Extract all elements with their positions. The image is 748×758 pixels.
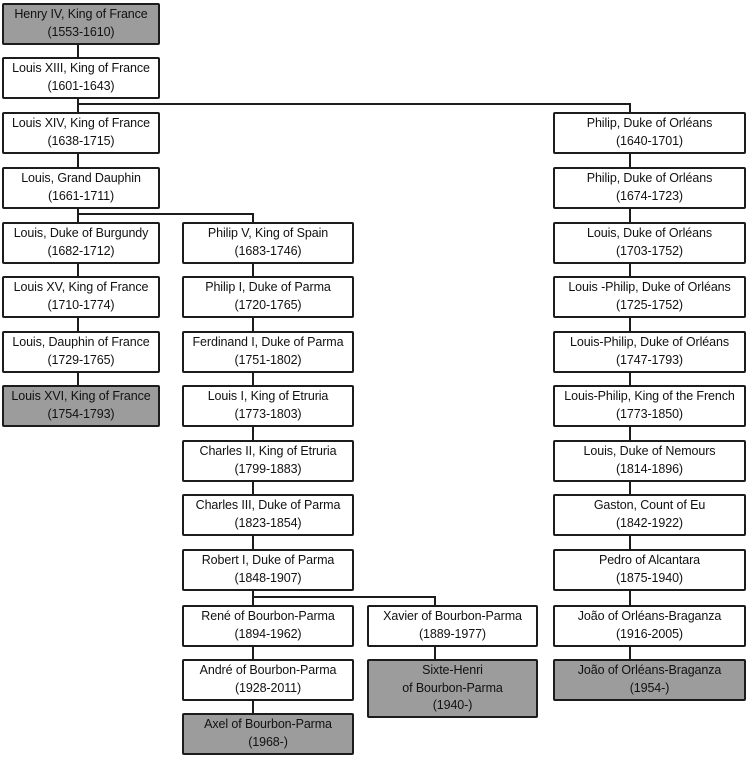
node-years: (1703-1752)	[615, 244, 683, 258]
node-years: (1773-1803)	[234, 407, 302, 421]
tree-node-dauphin-france	[2, 331, 160, 373]
node-name: Philip, Duke of Orléans	[586, 171, 713, 186]
tree-node-louis1-etruria	[182, 385, 354, 427]
node-name: Charles II, King of Etruria	[199, 444, 337, 459]
node-name: Louis XIV, King of France	[11, 116, 151, 131]
tree-node-burgundy	[2, 222, 160, 264]
node-name: of Bourbon-Parma	[402, 680, 503, 695]
node-years: (1916-2005)	[615, 627, 683, 641]
node-name: Louis XVI, King of France	[11, 389, 151, 404]
node-name: Charles III, Duke of Parma	[195, 498, 341, 513]
node-years: (1889-1977)	[418, 627, 486, 641]
node-name: Louis XIII, King of France	[12, 61, 150, 76]
node-name: Louis-Philip, King of the French	[564, 389, 735, 404]
connector-line	[77, 213, 254, 215]
tree-node-philip1-parma	[182, 276, 354, 318]
node-name: Louis XV, King of France	[13, 280, 149, 295]
tree-node-louis-philip-1725	[553, 276, 746, 318]
node-years: (1725-1752)	[615, 298, 683, 312]
node-name: André of Bourbon-Parma	[199, 663, 337, 678]
node-name: Gaston, Count of Eu	[593, 498, 706, 513]
node-name: Louis, Grand Dauphin	[21, 171, 141, 186]
tree-node-louis-nemours	[553, 440, 746, 482]
node-name: Philip I, Duke of Parma	[205, 280, 331, 295]
tree-node-charles3-parma	[182, 494, 354, 536]
tree-node-louis-philip-1747	[553, 331, 746, 373]
connector-line	[252, 596, 436, 598]
node-name: Louis, Duke of Nemours	[583, 444, 716, 459]
node-name: Philip V, King of Spain	[207, 226, 329, 241]
node-years: (1954-)	[629, 681, 670, 695]
node-years: (1683-1746)	[234, 244, 302, 258]
tree-node-louis13	[2, 57, 160, 99]
node-years: (1638-1715)	[47, 134, 115, 148]
node-name: Philip, Duke of Orléans	[586, 116, 713, 131]
tree-node-louis-orleans-1703	[553, 222, 746, 264]
node-name: Xavier of Bourbon-Parma	[383, 609, 522, 624]
node-name: René of Bourbon-Parma	[201, 609, 335, 624]
node-years: (1747-1793)	[615, 353, 683, 367]
node-years: (1754-1793)	[47, 407, 115, 421]
tree-node-louis14	[2, 112, 160, 154]
node-years: (1553-1610)	[47, 25, 115, 39]
node-years: (1848-1907)	[234, 571, 302, 585]
tree-node-charles2-etruria	[182, 440, 354, 482]
node-name: Pedro of Alcantara	[598, 553, 701, 568]
node-years: (1720-1765)	[234, 298, 302, 312]
tree-node-louis-philip-king	[553, 385, 746, 427]
tree-node-joao-1954	[553, 659, 746, 701]
node-years: (1773-1850)	[615, 407, 683, 421]
tree-node-robert1-parma	[182, 549, 354, 591]
node-years: (1661-1711)	[47, 189, 115, 203]
node-years: (1940-)	[432, 698, 473, 713]
node-years: (1601-1643)	[47, 79, 115, 93]
tree-node-sixte-henri	[367, 659, 538, 718]
connector-line	[77, 103, 631, 105]
node-name: Louis-Philip, Duke of Orléans	[570, 335, 729, 350]
node-years: (1710-1774)	[47, 298, 115, 312]
node-years: (1682-1712)	[47, 244, 115, 258]
node-years: (1823-1854)	[234, 516, 302, 530]
node-name: Sixte-Henri	[422, 662, 483, 677]
node-name: Louis, Duke of Orléans	[587, 226, 712, 241]
tree-node-pedro-alcantara	[553, 549, 746, 591]
tree-node-grand-dauphin	[2, 167, 160, 209]
tree-node-xavier-bourbon-parma	[367, 605, 538, 647]
node-name: Henry IV, King of France	[14, 7, 148, 22]
node-years: (1928-2011)	[234, 681, 302, 695]
tree-node-rene-bourbon-parma	[182, 605, 354, 647]
tree-node-philip-orleans-1640	[553, 112, 746, 154]
node-years: (1751-1802)	[234, 353, 302, 367]
tree-node-philip-orleans-1674	[553, 167, 746, 209]
node-name: Louis, Dauphin of France	[12, 335, 150, 350]
node-years: (1729-1765)	[47, 353, 115, 367]
node-years: (1814-1896)	[615, 462, 683, 476]
node-years: (1894-1962)	[234, 627, 302, 641]
tree-node-philip5	[182, 222, 354, 264]
tree-node-axel-bourbon-parma	[182, 713, 354, 755]
tree-node-ferdinand1	[182, 331, 354, 373]
node-name: Ferdinand I, Duke of Parma	[192, 335, 344, 350]
tree-node-gaston-eu	[553, 494, 746, 536]
tree-node-andre-bourbon-parma	[182, 659, 354, 701]
node-name: Louis I, King of Etruria	[207, 389, 329, 404]
tree-node-louis15	[2, 276, 160, 318]
node-name: João of Orléans-Braganza	[577, 663, 722, 678]
node-years: (1640-1701)	[615, 134, 683, 148]
node-years: (1875-1940)	[615, 571, 683, 585]
node-years: (1799-1883)	[234, 462, 302, 476]
tree-node-henry4	[2, 3, 160, 45]
node-name: Louis -Philip, Duke of Orléans	[568, 280, 731, 295]
node-name: Axel of Bourbon-Parma	[204, 717, 332, 732]
node-name: Louis, Duke of Burgundy	[13, 226, 149, 241]
node-years: (1674-1723)	[615, 189, 683, 203]
node-years: (1842-1922)	[615, 516, 683, 530]
tree-node-louis16	[2, 385, 160, 427]
node-name: João of Orléans-Braganza	[577, 609, 722, 624]
node-years: (1968-)	[248, 735, 288, 749]
tree-node-joao-1916	[553, 605, 746, 647]
node-name: Robert I, Duke of Parma	[201, 553, 335, 568]
